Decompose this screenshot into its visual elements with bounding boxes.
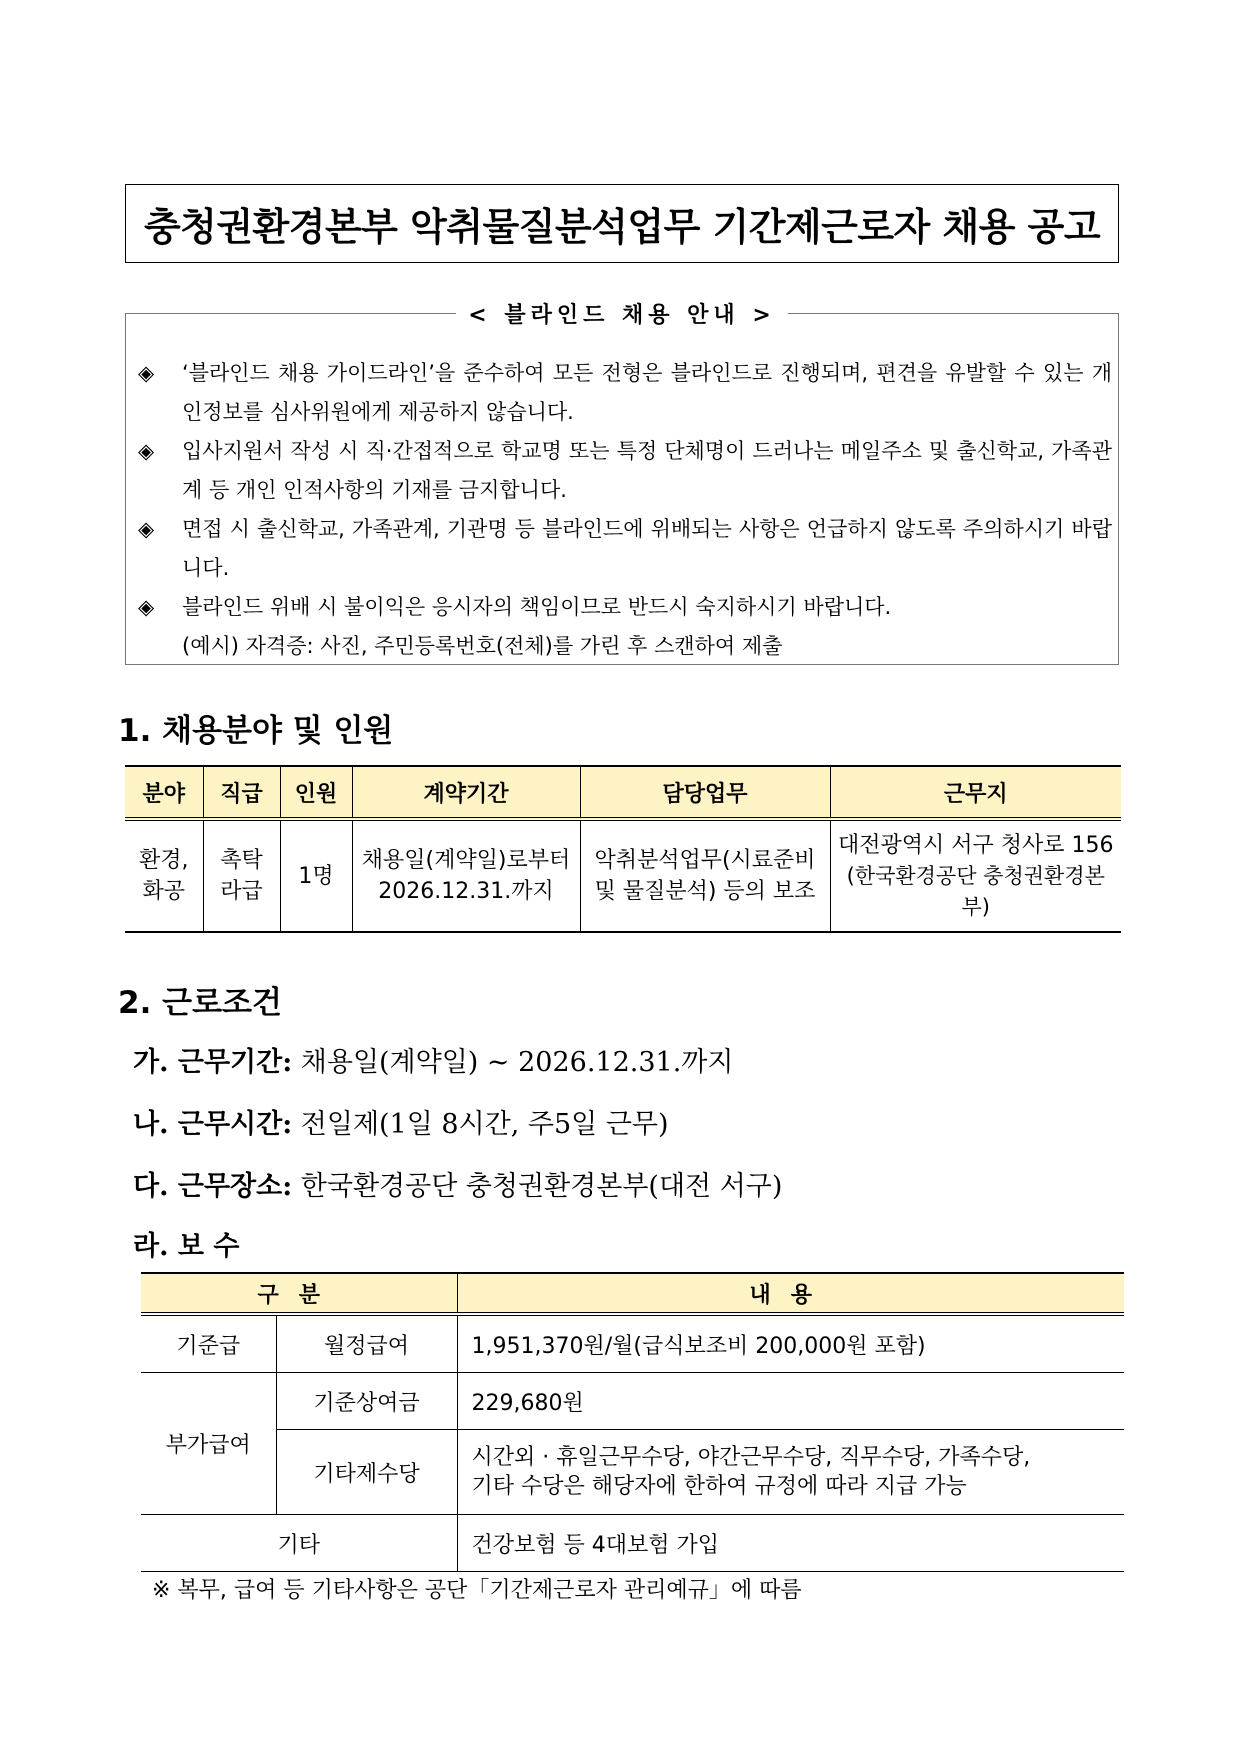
work-period [133, 1040, 733, 1079]
diamond-bullet-icon: ◈ [138, 517, 155, 541]
notice-item [138, 432, 1112, 510]
notice-item [138, 354, 1112, 432]
header-grade: 직급 [203, 766, 280, 819]
pay-table [141, 1272, 1124, 1572]
header-count: 인원 [280, 766, 352, 819]
section1-heading: 1. 채용분야 및 인원 [118, 713, 394, 749]
pay-base-item: 월정급여 [276, 1314, 457, 1373]
work-hours [133, 1102, 669, 1141]
notice-item-text: 블라인드 위배 시 불이익은 응시자의 책임이므로 반드시 숙지하시기 바랍니다. [182, 595, 892, 619]
title-box [125, 184, 1119, 263]
pay-extra-group: 부가급여 [141, 1373, 276, 1515]
diamond-bullet-icon: ◈ [138, 361, 155, 385]
pay-base-value: 1,951,370원/월(급식보조비 200,000원 포함) [457, 1314, 1124, 1373]
pay-header-content: 내용 [457, 1273, 1124, 1314]
pay-other-item: 기타 [141, 1515, 457, 1572]
table-row [141, 1314, 1124, 1373]
cell-location: 대전광역시 서구 청사로 156 (한국환경공단 충청권환경본부) [830, 819, 1121, 932]
pay-heading: 라. 보 수 [133, 1231, 240, 1262]
notice-item-text: ‘블라인드 채용 가이드라인’을 준수하여 모든 전형은 블라인드로 진행되며, 편견을 유발할 수 있는 개인정보를 심사위원에게 제공하지 않습니다. [182, 361, 1112, 424]
blind-recruitment-notice [125, 303, 1119, 665]
table-row [125, 819, 1121, 932]
work-hours-label: 나. 근무시간: [133, 1109, 293, 1140]
pay-table-header [141, 1273, 1124, 1314]
diamond-bullet-icon: ◈ [138, 595, 155, 619]
cell-duty: 악취분석업무(시료준비 및 물질분석) 등의 보조 [580, 819, 830, 932]
cell-period: 채용일(계약일)로부터 2026.12.31.까지 [352, 819, 580, 932]
pay-other-value: 건강보험 등 4대보험 가입 [457, 1515, 1124, 1572]
notice-item [138, 510, 1112, 588]
notice-item-text: 입사지원서 작성 시 직·간접적으로 학교명 또는 특정 단체명이 드러나는 메일주소 및 출신학교, 가족관계 등 개인 인적사항의 기재를 금지합니다. [182, 439, 1112, 502]
work-place [133, 1164, 782, 1203]
work-period-value: 채용일(계약일) ~ 2026.12.31.까지 [300, 1047, 734, 1078]
pay-allowance-item: 기타제수당 [276, 1430, 457, 1515]
work-place-label: 다. 근무장소: [133, 1171, 293, 1202]
footnote: ※ 복무, 급여 등 기타사항은 공단「기간제근로자 관리예규」에 따름 [152, 1578, 802, 1603]
table-row [141, 1515, 1124, 1572]
notice-legend-text: < 블라인드 채용 안내 > [456, 303, 788, 328]
cell-grade: 촉탁 라급 [203, 819, 280, 932]
notice-item-text: 면접 시 출신학교, 가족관계, 기관명 등 블라인드에 위배되는 사항은 언급하지 않도록 주의하시기 바랍니다. [182, 517, 1112, 580]
diamond-bullet-icon: ◈ [138, 439, 155, 463]
page-title: 충청권환경본부 악취물질분석업무 기간제근로자 채용 공고 [143, 205, 1101, 249]
notice-items [138, 354, 1112, 666]
table-row [141, 1373, 1124, 1430]
header-period: 계약기간 [352, 766, 580, 819]
cell-count: 1명 [280, 819, 352, 932]
header-location: 근무지 [830, 766, 1121, 819]
header-field: 분야 [125, 766, 203, 819]
header-duty: 담당업무 [580, 766, 830, 819]
work-period-label: 가. 근무기간: [133, 1047, 293, 1078]
pay-allowance-value: 시간외 · 휴일근무수당, 야간근무수당, 직무수당, 가족수당, 기타 수당은 해당자에 한하여 규정에 따라 지급 가능 [457, 1430, 1124, 1515]
pay-header-category: 구분 [141, 1273, 457, 1314]
pay-bonus-value: 229,680원 [457, 1373, 1124, 1430]
recruitment-table [125, 765, 1121, 933]
notice-example: (예시) 자격증: 사진, 주민등록번호(전체)를 가린 후 스캔하여 제출 [182, 634, 783, 658]
work-hours-value: 전일제(1일 8시간, 주5일 근무) [300, 1109, 669, 1140]
table-row [141, 1430, 1124, 1515]
cell-field: 환경, 화공 [125, 819, 203, 932]
notice-item [138, 588, 1112, 627]
notice-legend [126, 298, 1118, 329]
pay-bonus-item: 기준상여금 [276, 1373, 457, 1430]
table-header-row [125, 766, 1121, 819]
pay-base-group: 기준급 [141, 1314, 276, 1373]
work-place-value: 한국환경공단 충청권환경본부(대전 서구) [300, 1171, 783, 1202]
section2-heading: 2. 근로조건 [118, 985, 282, 1021]
